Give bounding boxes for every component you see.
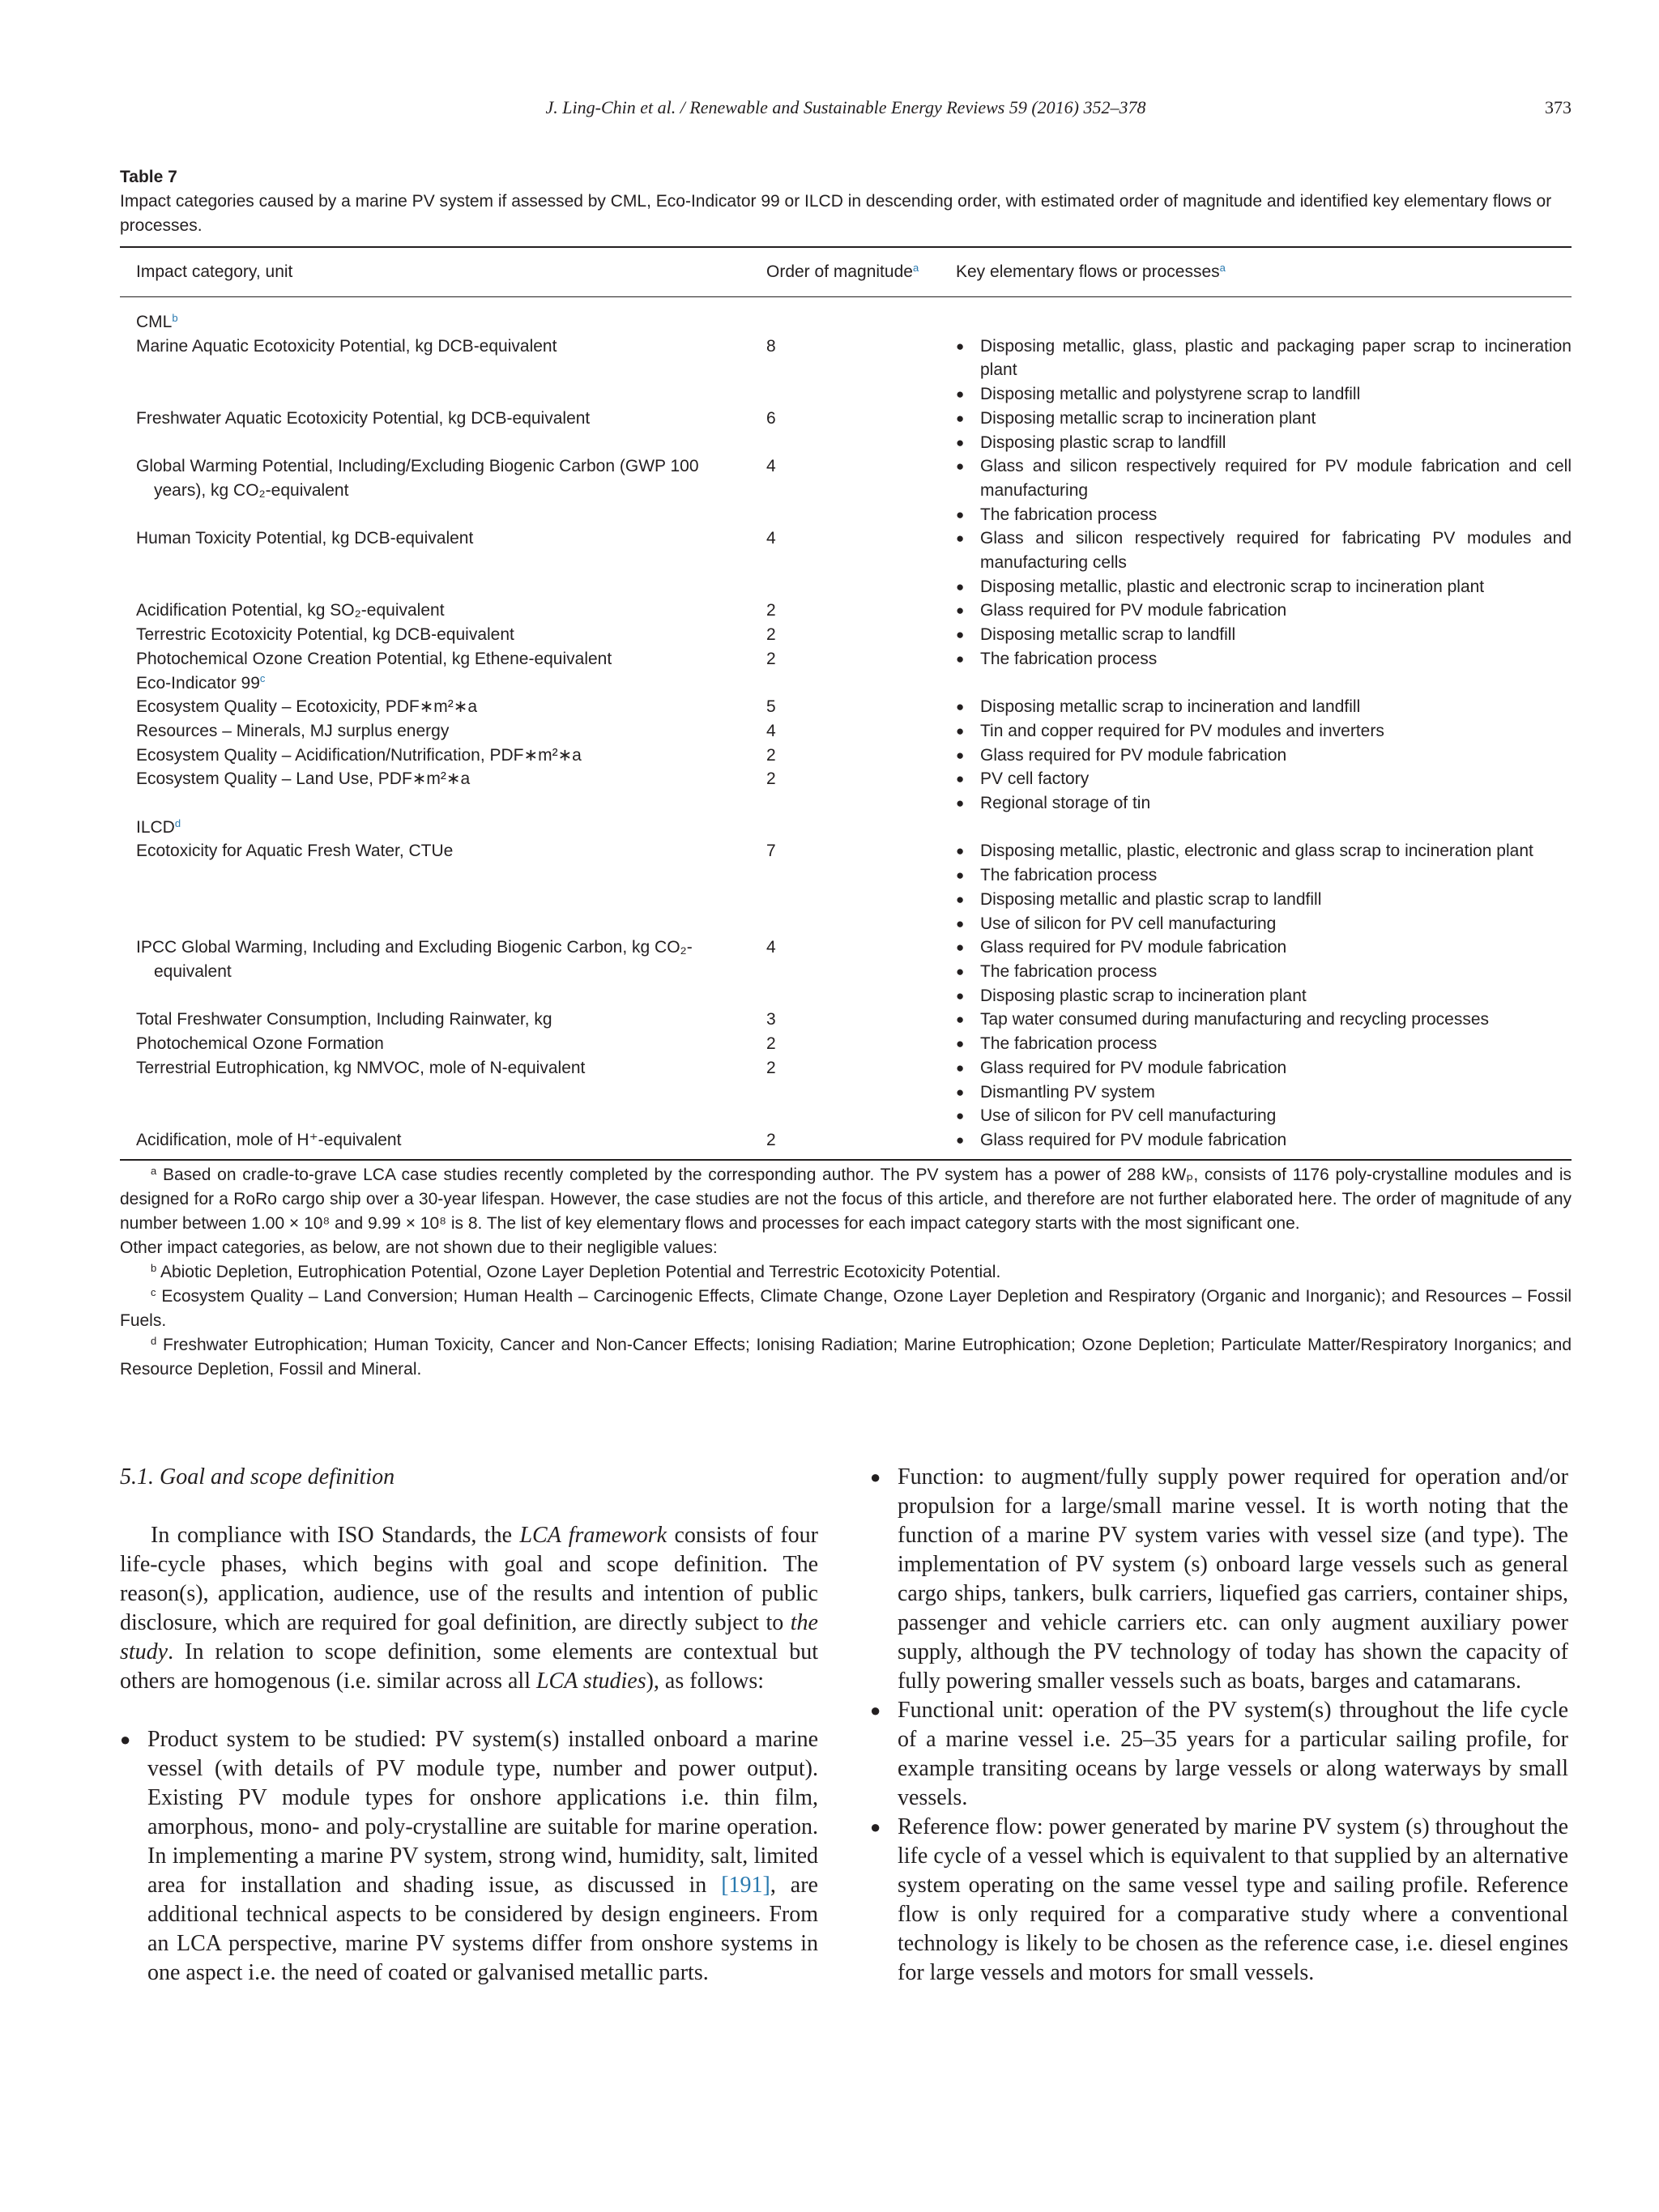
table-row bbox=[120, 335, 1572, 407]
impact-category-cell: Resources – Minerals, MJ surplus energy bbox=[136, 721, 450, 740]
impact-category-cell: Ecosystem Quality – Land Use, PDF∗m²∗a bbox=[136, 769, 471, 789]
impact-category-cell: Acidification, mole of H⁺-equivalent bbox=[136, 1130, 402, 1149]
order-of-magnitude-cell: 4 bbox=[766, 457, 776, 476]
footnote-b: $^b$ Abiotic Depletion, Eutrophication Potential, Ozone Layer Depletion Potential and Terrestric Ecotoxicity Potential. bbox=[151, 1261, 1001, 1281]
key-flow-item: ● Disposing metallic, plastic and electronic scrap to incineration plant bbox=[956, 575, 1572, 599]
table-footnotes bbox=[120, 1163, 1572, 1382]
impact-category-cell: Ecotoxicity for Aquatic Fresh Water, CTUe bbox=[136, 842, 454, 861]
table-row bbox=[120, 407, 1572, 454]
table-header-row bbox=[120, 248, 1572, 296]
key-flows-list bbox=[956, 407, 1572, 454]
key-flow-item: ● Glass required for PV module fabrication bbox=[956, 599, 1572, 623]
table-caption bbox=[120, 165, 1572, 238]
order-of-magnitude-cell: 4 bbox=[766, 938, 776, 957]
key-flows-cell bbox=[949, 839, 1572, 936]
key-flows-cell bbox=[949, 1128, 1572, 1153]
impact-category-cell: Ecosystem Quality – Acidification/Nutrification, PDF∗m²∗a bbox=[136, 745, 582, 765]
key-flows-list bbox=[956, 623, 1572, 647]
order-of-magnitude-cell: 6 bbox=[766, 408, 776, 428]
key-flow-item: ● The fabrication process bbox=[956, 1032, 1572, 1056]
key-flows-cell bbox=[949, 767, 1572, 815]
key-flow-item: ● Disposing metallic, plastic, electronic and glass scrap to incineration plant bbox=[956, 839, 1572, 863]
order-of-magnitude-cell: 8 bbox=[766, 336, 776, 356]
key-flow-item: ● Glass required for PV module fabrication bbox=[956, 1056, 1572, 1080]
order-of-magnitude-cell: 2 bbox=[766, 1034, 776, 1054]
footnote-other: Other impact categories, as below, are not shown due to their negligible values: bbox=[120, 1238, 718, 1257]
key-flow-item: ● Tin and copper required for PV modules and inverters bbox=[956, 719, 1572, 744]
footnote-ref-a[interactable]: a bbox=[1219, 261, 1226, 274]
key-flows-list bbox=[956, 1056, 1572, 1128]
key-flows-cell bbox=[949, 407, 1572, 454]
impact-category-cell: Terrestrial Eutrophication, kg NMVOC, mole of N-equivalent bbox=[136, 1058, 586, 1077]
impact-category-cell: Global Warming Potential, Including/Excluding Biogenic Carbon (GWP 100 years), kg CO₂-equivalent bbox=[136, 457, 699, 500]
impact-category-cell: Photochemical Ozone Creation Potential, kg Ethene-equivalent bbox=[136, 649, 612, 668]
order-of-magnitude-cell: 4 bbox=[766, 721, 776, 740]
table-row bbox=[120, 623, 1572, 647]
key-flow-item: ● Disposing metallic, glass, plastic and packaging paper scrap to incineration plant bbox=[956, 335, 1572, 382]
key-flow-item: ● Glass required for PV module fabrication bbox=[956, 1128, 1572, 1153]
key-flow-item: ● Dismantling PV system bbox=[956, 1080, 1572, 1105]
key-flows-cell bbox=[949, 1032, 1572, 1056]
key-flows-cell bbox=[949, 1056, 1572, 1128]
key-flows-list bbox=[956, 936, 1572, 1008]
key-flow-item: ● The fabrication process bbox=[956, 647, 1572, 671]
impact-category-cell: Marine Aquatic Ecotoxicity Potential, kg DCB-equivalent bbox=[136, 336, 557, 356]
reference-link-191[interactable]: [191] bbox=[721, 1873, 770, 1898]
footnote-c: $^c$ Ecosystem Quality – Land Conversion; Human Health – Carcinogenic Effects, Climate Change, Ozone Layer Depletion and Respiratory (Organic and Inorganic); and Resources – Fossil Fuels. bbox=[120, 1285, 1572, 1330]
bullet-product-system: ● Product system to be studied: PV system(s) installed onboard a marine vessel (with details of PV module type, number and power output). Existing PV module types for onshore applications i.e. thin film, amorphous, mono- and poly-crystalline are suitable for marine operation. In implementing a marine PV system, strong wind, humidity, salt, limited area for installation and shading issue, as discussed in [191], are additional technical aspects to be considered by design engineers. From an LCA perspective, marine PV systems differ from onshore systems in one aspect i.e. the need of coated or galvanised metallic parts. bbox=[120, 1725, 818, 1988]
impact-category-table bbox=[120, 246, 1572, 1161]
key-flows-list bbox=[956, 719, 1572, 744]
bullet-reference-flow: ● Reference flow: power generated by marine PV system (s) throughout the life cycle of a vessel which is equivalent to that supplied by an alternative system operating on the same vessel type and sailing profile. Reference flow is only required for a comparative study where a conventional technology is likely to be chosen as the reference case, i.e. diesel engines for large vessels and motors for small vessels. bbox=[870, 1813, 1568, 1988]
key-flows-list bbox=[956, 647, 1572, 671]
impact-category-cell: Human Toxicity Potential, kg DCB-equivalent bbox=[136, 529, 474, 548]
bullet-function: ● Function: to augment/fully supply power required for operation and/or propulsion for a large/small marine vessel. It is worth noting that the function of a marine PV system varies with vessel size (and type). The implementation of PV system (s) onboard large vessels such as general cargo ships, tankers, bulk carriers, liquefied gas carriers, container ships, passenger and vehicle carriers etc. can only augment auxiliary power supply, although the PV technology of today has shown the capacity of fully powering smaller vessels such as boats, barges and catamarans. bbox=[870, 1463, 1568, 1696]
key-flow-item: ● Regional storage of tin bbox=[956, 791, 1572, 816]
order-of-magnitude-cell: 3 bbox=[766, 1010, 776, 1029]
header-impact-category: Impact category, unit bbox=[136, 262, 293, 282]
key-flow-item: ● The fabrication process bbox=[956, 960, 1572, 984]
table-row bbox=[120, 599, 1572, 623]
key-flow-item: ● Glass and silicon respectively required for fabricating PV modules and manufacturing cells bbox=[956, 526, 1572, 574]
order-of-magnitude-cell: 2 bbox=[766, 769, 776, 789]
key-flow-item: ● Disposing metallic scrap to incineration plant bbox=[956, 407, 1572, 431]
impact-category-cell: IPCC Global Warming, Including and Excluding Biogenic Carbon, kg CO₂-equivalent bbox=[136, 938, 693, 981]
table-row bbox=[120, 1008, 1572, 1032]
right-column bbox=[870, 1463, 1568, 1988]
table-row bbox=[120, 767, 1572, 815]
key-flows-list bbox=[956, 839, 1572, 936]
key-flow-item: ● Disposing metallic scrap to landfill bbox=[956, 623, 1572, 647]
header-key-flows: Key elementary flows or processes$^a$ bbox=[956, 261, 1226, 282]
key-flows-list bbox=[956, 1128, 1572, 1153]
order-of-magnitude-cell: 2 bbox=[766, 649, 776, 668]
table-row bbox=[120, 1056, 1572, 1128]
order-of-magnitude-cell: 4 bbox=[766, 529, 776, 548]
key-flows-cell bbox=[949, 335, 1572, 407]
key-flows-cell bbox=[949, 599, 1572, 623]
key-flow-item: ● Glass required for PV module fabrication bbox=[956, 936, 1572, 960]
impact-category-cell: Total Freshwater Consumption, Including Rainwater, kg bbox=[136, 1010, 552, 1029]
key-flow-item: ● PV cell factory bbox=[956, 767, 1572, 791]
key-flows-list bbox=[956, 454, 1572, 526]
key-flows-list bbox=[956, 599, 1572, 623]
intro-paragraph: In compliance with ISO Standards, the LCA framework consists of four life-cycle phases, which begins with goal and scope definition. The reason(s), application, audience, use of the results and intention of public disclosure, which are required for goal definition, are directly subject to the study. In relation to scope definition, some elements are contextual but others are homogenous (i.e. similar across all LCA studies), as follows: bbox=[120, 1523, 819, 1694]
table-row bbox=[120, 1032, 1572, 1056]
table-group-header: Eco-Indicator 99$^c$ bbox=[136, 672, 266, 693]
header-order-of-magnitude: Order of magnitude$^a$ bbox=[766, 261, 919, 282]
key-flows-cell bbox=[949, 936, 1572, 1008]
table-row bbox=[120, 647, 1572, 671]
key-flow-item: ● Disposing metallic and polystyrene scrap to landfill bbox=[956, 382, 1572, 407]
footnote-a: $^a$ Based on cradle-to-grave LCA case studies recently completed by the corresponding author. The PV system has a power of 288 kWₚ, consists of 1176 poly-crystalline modules and is designed for a RoRo cargo ship over a 30-year lifespan. However, the case studies are not the focus of this article, and therefore are not further elaborated here. The order of magnitude of any number between 1.00 × 10⁸ and 9.99 × 10⁸ is 8. The list of key elementary flows and processes for each impact category starts with the most significant one. bbox=[120, 1164, 1572, 1233]
key-flows-list bbox=[956, 767, 1572, 815]
key-flow-item: ● Disposing metallic scrap to incineration and landfill bbox=[956, 695, 1572, 719]
impact-category-cell: Terrestric Ecotoxicity Potential, kg DCB-equivalent bbox=[136, 625, 514, 645]
table-group-header: ILCD$^d$ bbox=[136, 816, 181, 837]
key-flows-cell bbox=[949, 647, 1572, 671]
order-of-magnitude-cell: 2 bbox=[766, 1058, 776, 1077]
table-body bbox=[120, 297, 1572, 1159]
key-flows-list bbox=[956, 1008, 1572, 1032]
key-flow-item: ● Disposing plastic scrap to incineration plant bbox=[956, 984, 1572, 1008]
key-flows-cell bbox=[949, 744, 1572, 768]
key-flow-item: ● Glass required for PV module fabrication bbox=[956, 744, 1572, 768]
footnote-ref-a[interactable]: a bbox=[912, 261, 919, 274]
table-row bbox=[120, 454, 1572, 526]
impact-category-cell: Freshwater Aquatic Ecotoxicity Potential, kg DCB-equivalent bbox=[136, 408, 591, 428]
table-label: Table 7 bbox=[120, 168, 177, 186]
table-group-header: CML$^b$ bbox=[136, 311, 178, 331]
table-row bbox=[120, 526, 1572, 599]
key-flows-cell bbox=[949, 719, 1572, 744]
key-flows-list bbox=[956, 744, 1572, 768]
key-flow-item: ● The fabrication process bbox=[956, 503, 1572, 527]
order-of-magnitude-cell: 2 bbox=[766, 1130, 776, 1149]
impact-category-cell: Photochemical Ozone Formation bbox=[136, 1034, 384, 1054]
order-of-magnitude-cell: 7 bbox=[766, 842, 776, 861]
key-flows-list bbox=[956, 1032, 1572, 1056]
page-number: 373 bbox=[1545, 97, 1572, 117]
table-row bbox=[120, 744, 1572, 768]
key-flow-item: ● Disposing metallic and plastic scrap to landfill bbox=[956, 888, 1572, 912]
key-flows-cell bbox=[949, 695, 1572, 719]
order-of-magnitude-cell: 2 bbox=[766, 601, 776, 620]
running-header bbox=[120, 97, 1572, 126]
table-caption-text: Impact categories caused by a marine PV system if assessed by CML, Eco-Indicator 99 or ILCD in descending order, with estimated order of magnitude and identified key elementary flows or processes. bbox=[120, 192, 1552, 235]
key-flow-item: ● Use of silicon for PV cell manufacturing bbox=[956, 1104, 1572, 1128]
journal-citation: J. Ling-Chin et al. / Renewable and Sustainable Energy Reviews 59 (2016) 352–378 bbox=[545, 97, 1146, 117]
key-flows-cell bbox=[949, 526, 1572, 599]
table-row bbox=[120, 1128, 1572, 1153]
key-flows-cell bbox=[949, 454, 1572, 526]
key-flow-item: ● The fabrication process bbox=[956, 863, 1572, 888]
key-flow-item: ● Use of silicon for PV cell manufacturing bbox=[956, 912, 1572, 936]
left-column bbox=[120, 1463, 818, 1988]
order-of-magnitude-cell: 5 bbox=[766, 697, 776, 717]
bullet-functional-unit: ● Functional unit: operation of the PV system(s) throughout the life cycle of a marine vessel i.e. 25–35 years for a particular sailing profile, for example transiting oceans by large vessels or along waterways by small vessels. bbox=[870, 1696, 1568, 1813]
impact-category-cell: Acidification Potential, kg SO₂-equivalent bbox=[136, 601, 445, 620]
table-row bbox=[120, 719, 1572, 744]
scope-bullet-list bbox=[120, 1725, 818, 1988]
key-flows-cell bbox=[949, 623, 1572, 647]
key-flow-item: ● Glass and silicon respectively required for PV module fabrication and cell manufacturing bbox=[956, 454, 1572, 502]
table-row bbox=[120, 936, 1572, 1008]
order-of-magnitude-cell: 2 bbox=[766, 625, 776, 645]
section-heading: 5.1. Goal and scope definition bbox=[120, 1464, 395, 1490]
order-of-magnitude-cell: 2 bbox=[766, 745, 776, 765]
scope-bullet-list-continued bbox=[870, 1463, 1568, 1988]
footnote-d: $^d$ Freshwater Eutrophication; Human Toxicity, Cancer and Non-Cancer Effects; Ionising Radiation; Marine Eutrophication; Ozone Depletion; Particulate Matter/Respiratory Inorganics; and Resource Depletion, Fossil and Mineral. bbox=[120, 1334, 1572, 1379]
key-flows-cell bbox=[949, 1008, 1572, 1032]
key-flows-list bbox=[956, 335, 1572, 407]
key-flow-item: ● Disposing plastic scrap to landfill bbox=[956, 431, 1572, 455]
footnote-ref-c[interactable]: c bbox=[259, 672, 266, 685]
table-bottom-rule bbox=[120, 1159, 1572, 1161]
key-flow-item: ● Tap water consumed during manufacturing and recycling processes bbox=[956, 1008, 1572, 1032]
key-flows-list bbox=[956, 526, 1572, 599]
table-row bbox=[120, 695, 1572, 719]
table-row bbox=[120, 839, 1572, 936]
footnote-ref-b[interactable]: b bbox=[172, 311, 178, 324]
footnote-ref-d[interactable]: d bbox=[174, 816, 181, 829]
key-flows-list bbox=[956, 695, 1572, 719]
impact-category-cell: Ecosystem Quality – Ecotoxicity, PDF∗m²∗a bbox=[136, 697, 478, 717]
